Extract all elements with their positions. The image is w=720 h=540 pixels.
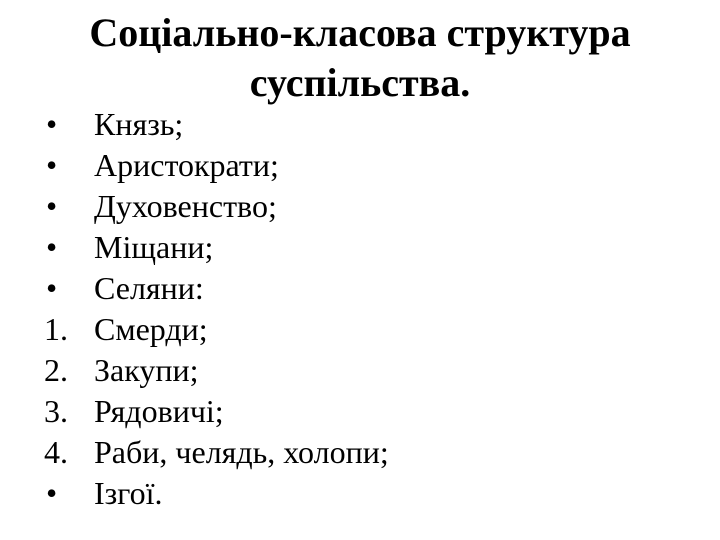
title-line-1: Соціально-класова структура <box>89 10 631 55</box>
title-line-2: суспільства. <box>249 60 471 105</box>
slide-title <box>40 8 680 108</box>
number-marker: 4. <box>44 434 68 470</box>
list-item-text: Ізгої. <box>94 475 163 511</box>
bullet-marker: • <box>46 229 58 265</box>
list-item-text: Міщани; <box>94 229 214 265</box>
list-item-text: Закупи; <box>94 352 199 388</box>
bullet-marker: • <box>46 270 58 306</box>
bullet-marker: • <box>46 106 58 142</box>
number-marker: 1. <box>44 311 68 347</box>
bullet-marker: • <box>46 475 58 511</box>
bullet-marker: • <box>46 188 58 224</box>
list-item-text: Духовенство; <box>94 188 277 224</box>
number-marker: 2. <box>44 352 68 388</box>
list-item-text: Аристократи; <box>94 147 279 183</box>
bullet-marker: • <box>46 147 58 183</box>
list-item-text: Рядовичі; <box>94 393 224 429</box>
list-item-text: Раби, челядь, холопи; <box>94 434 389 470</box>
number-marker: 3. <box>44 393 68 429</box>
list-item-text: Князь; <box>94 106 184 142</box>
list-item-text: Смерди; <box>94 311 208 347</box>
list-item-text: Селяни: <box>94 270 204 306</box>
